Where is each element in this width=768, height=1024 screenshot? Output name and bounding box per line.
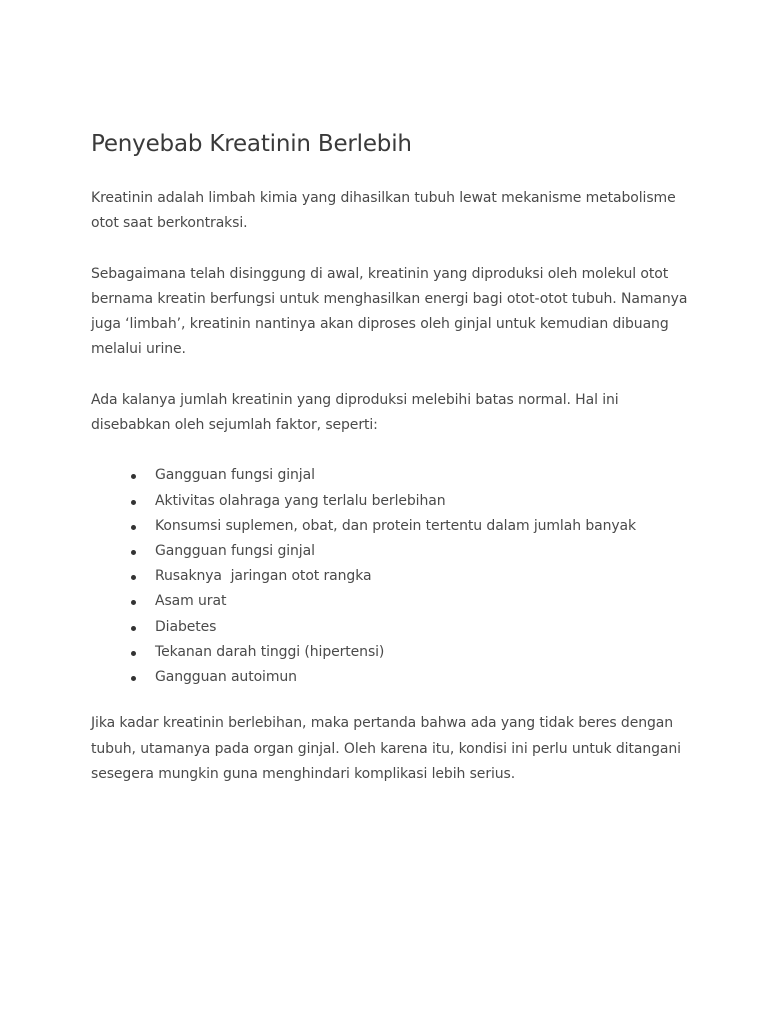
list-item-text: Aktivitas olahraga yang terlalu berlebihan xyxy=(155,492,446,509)
list-item-text: Konsumsi suplemen, obat, dan protein tertentu dalam jumlah banyak xyxy=(155,517,637,534)
list-item xyxy=(131,463,691,488)
list-item xyxy=(131,564,691,589)
bullet-icon xyxy=(131,575,136,580)
paragraph-intro-causes: Ada kalanya jumlah kreatinin yang diproduksi melebihi batas normal. Hal ini disebabkan oleh sejumlah faktor, seperti: xyxy=(91,391,619,434)
bullet-icon xyxy=(131,500,136,505)
list-item xyxy=(131,640,691,665)
list-item-text: Rusaknya jaringan otot rangka xyxy=(155,568,372,585)
paragraph-background: Sebagaimana telah disinggung di awal, kreatinin yang diproduksi oleh molekul otot bernama kreatin berfungsi untuk menghasilkan energi bagi otot-otot tubuh. Namanya juga ‘limbah’, kreatinin nantinya akan diproses oleh ginjal untuk kemudian dibuang melalui urine. xyxy=(91,265,688,358)
article-title: Penyebab Kreatinin Berlebih xyxy=(91,131,412,157)
list-item xyxy=(131,589,691,614)
causes-list xyxy=(91,463,691,690)
list-item-text: Gangguan autoimun xyxy=(155,669,297,685)
bullet-icon xyxy=(131,626,136,631)
list-item xyxy=(131,665,691,690)
paragraph-conclusion: Jika kadar kreatinin berlebihan, maka pertanda bahwa ada yang tidak beres dengan tubuh, utamanya pada organ ginjal. Oleh karena itu, kondisi ini perlu untuk ditangani sesegera mungkin guna menghindari komplikasi lebih serius. xyxy=(91,715,681,782)
bullet-icon xyxy=(131,651,136,656)
list-item xyxy=(131,539,691,564)
bullet-icon xyxy=(131,525,136,530)
bullet-icon xyxy=(131,600,136,605)
list-item-text: Tekanan darah tinggi (hipertensi) xyxy=(155,643,385,660)
list-item xyxy=(131,615,691,640)
bullet-icon xyxy=(131,550,136,555)
list-item-text: Asam urat xyxy=(155,593,227,610)
list-item-text: Diabetes xyxy=(155,618,217,635)
bullet-icon xyxy=(131,676,136,681)
list-item xyxy=(131,514,691,539)
paragraph-definition: Kreatinin adalah limbah kimia yang dihasilkan tubuh lewat mekanisme metabolisme otot saat berkontraksi. xyxy=(91,190,676,232)
list-item-text: Gangguan fungsi ginjal xyxy=(155,542,315,559)
list-item xyxy=(131,489,691,514)
list-item-text: Gangguan fungsi ginjal xyxy=(155,467,315,484)
bullet-icon xyxy=(131,474,136,479)
article xyxy=(91,128,691,812)
